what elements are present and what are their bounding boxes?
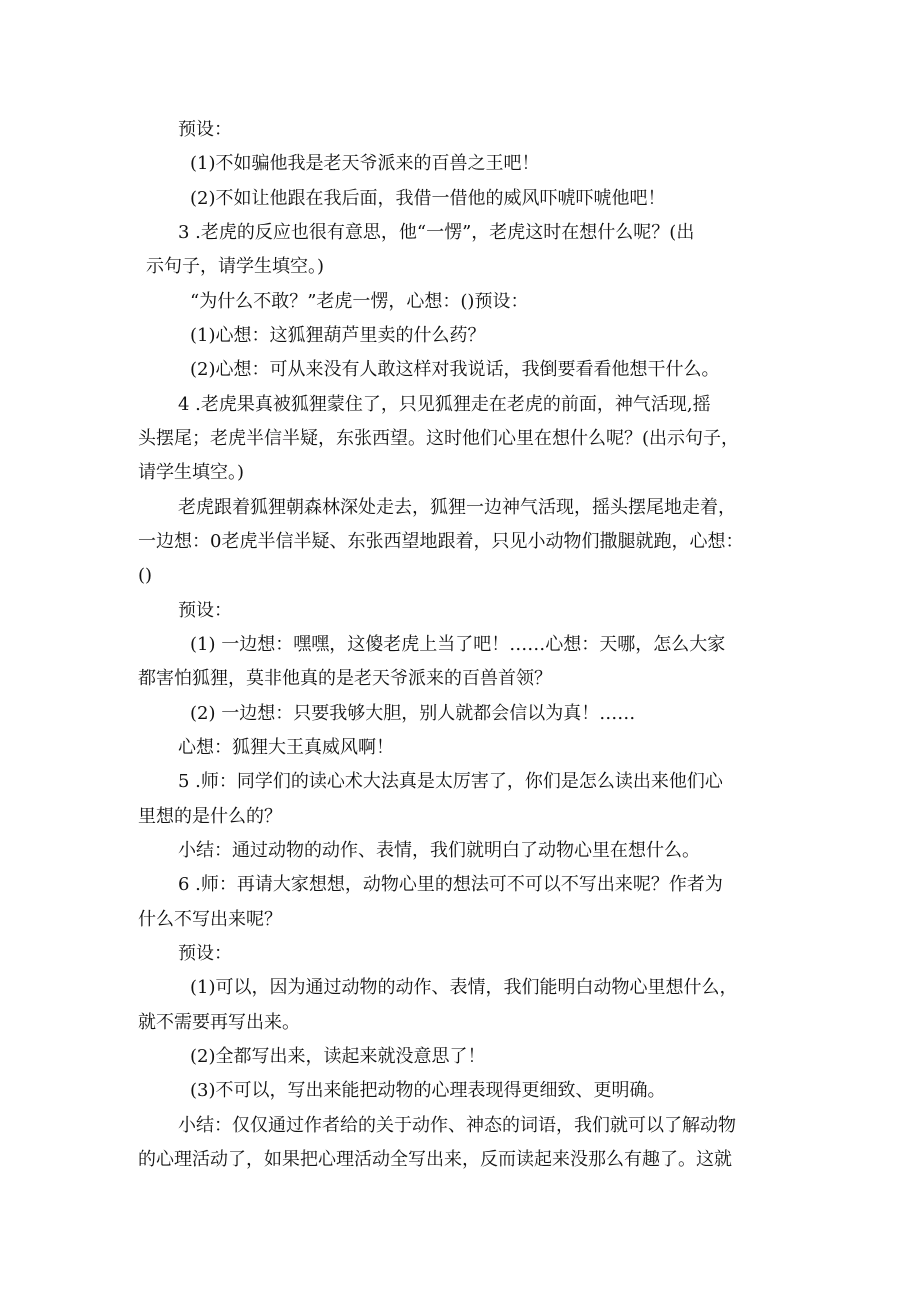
text-line: (1)心想：这狐狸葫芦里卖的什么药？ — [190, 325, 486, 346]
text-line: 老虎跟着狐狸朝森林深处走去，狐狸一边神气活现，摇头摆尾地走着， — [178, 497, 736, 518]
text-line: (2) 一边想：只要我够大胆，别人就都会信以为真！…… — [190, 703, 636, 724]
text-line: 头摆尾；老虎半信半疑，东张西望。这时他们心里在想什么呢？(出示句子， — [138, 428, 740, 449]
text-line: 就不需要再写出来。 — [138, 1012, 300, 1033]
text-line: (1)不如骗他我是老天爷派来的百兽之王吧！ — [190, 153, 540, 174]
text-line: 3 .老虎的反应也很有意思，他“一愣”，老虎这时在想什么呢？(出 — [178, 222, 695, 243]
text-line: 小结：通过动物的动作、表情，我们就明白了动物心里在想什么。 — [178, 840, 700, 861]
text-line: 预设： — [178, 600, 232, 621]
text-line: (2)全都写出来，读起来就没意思了！ — [190, 1046, 486, 1067]
text-line: 5 .师：同学们的读心术大法真是太厉害了，你们是怎么读出来他们心 — [178, 771, 723, 792]
text-line: (2)不如让他跟在我后面，我借一借他的威风吓唬吓唬他吧！ — [190, 188, 666, 209]
text-line: 的心理活动了，如果把心理活动全写出来，反而读起来没那么有趣了。这就 — [138, 1149, 732, 1170]
text-line: 里想的是什么的？ — [138, 806, 282, 827]
text-line: 预设： — [178, 119, 232, 140]
text-line: 小结：仅仅通过作者给的关于动作、神态的词语，我们就可以了解动物 — [178, 1115, 736, 1136]
text-line: (1) 一边想：嘿嘿，这傻老虎上当了吧！……心想：天哪，怎么大家 — [190, 634, 726, 655]
text-line: () — [138, 565, 153, 586]
text-line: “为什么不敢？”老虎一愣，心想：()预设： — [190, 291, 529, 312]
text-line: 6 .师：再请大家想想，动物心里的想法可不可以不写出来呢？作者为 — [178, 874, 723, 895]
text-line: 请学生填空。) — [138, 462, 245, 483]
text-line: 预设： — [178, 943, 232, 964]
text-line: (2)心想：可从来没有人敢这样对我说话，我倒要看看他想干什么。 — [190, 359, 720, 380]
text-line: 一边想：0老虎半信半疑、东张西望地跟着，只见小动物们撒腿就跑，心想： — [138, 531, 744, 552]
text-line: 4 .老虎果真被狐狸蒙住了，只见狐狸走在老虎的前面，神气活现,摇 — [178, 394, 711, 415]
text-line: 心想：狐狸大王真威风啊！ — [178, 737, 394, 758]
text-line: (1)可以，因为通过动物的动作、表情，我们能明白动物心里想什么， — [190, 977, 738, 998]
text-line: 什么不写出来呢？ — [138, 909, 282, 930]
text-line: (3)不可以，写出来能把动物的心理表现得更细致、更明确。 — [190, 1080, 666, 1101]
text-line: 都害怕狐狸，莫非他真的是老天爷派来的百兽首领？ — [138, 668, 552, 689]
text-line: 示句子，请学生填空。) — [146, 256, 325, 277]
